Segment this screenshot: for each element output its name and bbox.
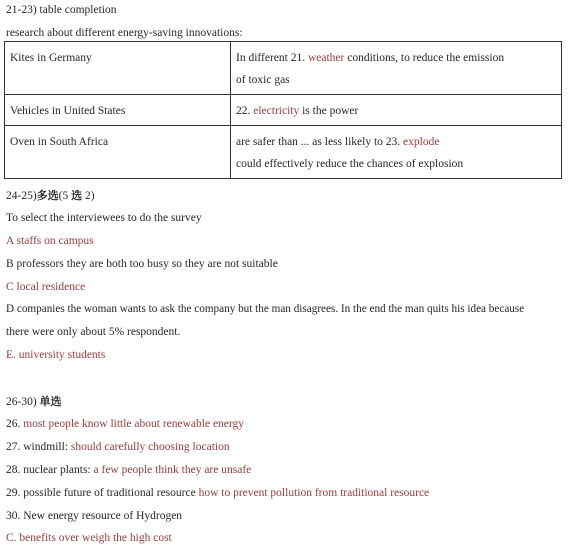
section1-intro: research about different energy-saving innovations:: [6, 27, 243, 39]
list-item: [6, 510, 182, 524]
cell-text: 22.: [236, 105, 254, 117]
option-c: C local residence: [6, 281, 86, 293]
list-item: [6, 418, 244, 432]
table-cell-right: [231, 95, 562, 126]
heading-cn: 多选: [36, 189, 59, 202]
heading-cn: 单选: [39, 395, 62, 408]
answer-text: should carefully choosing location: [70, 441, 230, 453]
table-row: [5, 95, 562, 126]
list-item: [6, 441, 230, 455]
cell-text: In different 21.: [236, 52, 308, 64]
option-e: E. university students: [6, 349, 106, 361]
cell-text: of toxic gas: [236, 74, 290, 86]
list-item: [6, 487, 429, 501]
answer-text: a few people think they are unsafe: [93, 464, 252, 476]
item-text: 28. nuclear plants:: [6, 464, 94, 476]
answer-text: electricity: [253, 105, 300, 117]
list-item: [6, 532, 172, 546]
option-d-line1: D companies the woman wants to ask the company but the man disagrees. In the end the man quits his idea because: [6, 303, 525, 315]
heading-text: 2): [82, 190, 95, 202]
table-row: [5, 42, 562, 95]
cell-text: conditions, to reduce the emission: [344, 52, 505, 64]
table-cell-right: [231, 126, 562, 179]
cell-text: is the power: [299, 105, 359, 117]
answer-text: how to prevent pollution from traditional resource: [198, 487, 430, 499]
item-text: 26.: [6, 418, 24, 430]
section2-heading: [6, 189, 95, 204]
answer-text: explode: [403, 136, 440, 148]
energy-table: [4, 41, 562, 179]
table-row: [5, 126, 562, 179]
table-cell-right: [231, 42, 562, 95]
answer-text: C. benefits over weigh the high cost: [6, 532, 172, 544]
list-item: [6, 464, 251, 478]
heading-number: 24-25): [6, 190, 37, 202]
item-text: 27. windmill:: [6, 441, 71, 453]
question-prompt: To select the interviewees to do the survey: [6, 212, 202, 224]
option-b: B professors they are both too busy so they are not suitable: [6, 258, 278, 270]
table-cell-left: Kites in Germany: [5, 42, 231, 95]
option-d-line2: there were only about 5% respondent.: [6, 326, 181, 338]
cell-text: could effectively reduce the chances of explosion: [236, 158, 464, 170]
cell-text: are safer than ... as less likely to 23.: [236, 136, 404, 148]
section1-heading: 21-23) table completion: [6, 4, 117, 16]
item-text: 29. possible future of traditional resource: [6, 487, 199, 499]
table-cell-left: Oven in South Africa: [5, 126, 231, 179]
heading-cn: 选: [71, 189, 83, 202]
item-text: 30. New energy resource of Hydrogen: [6, 510, 183, 522]
table-cell-left: Vehicles in United States: [5, 95, 231, 126]
section3-heading: [6, 395, 62, 410]
answer-text: weather: [307, 52, 345, 64]
heading-number: 26-30): [6, 396, 40, 408]
heading-text: (5: [58, 190, 72, 202]
option-a: A staffs on campus: [6, 235, 94, 247]
answer-text: most people know little about renewable energy: [23, 418, 245, 430]
